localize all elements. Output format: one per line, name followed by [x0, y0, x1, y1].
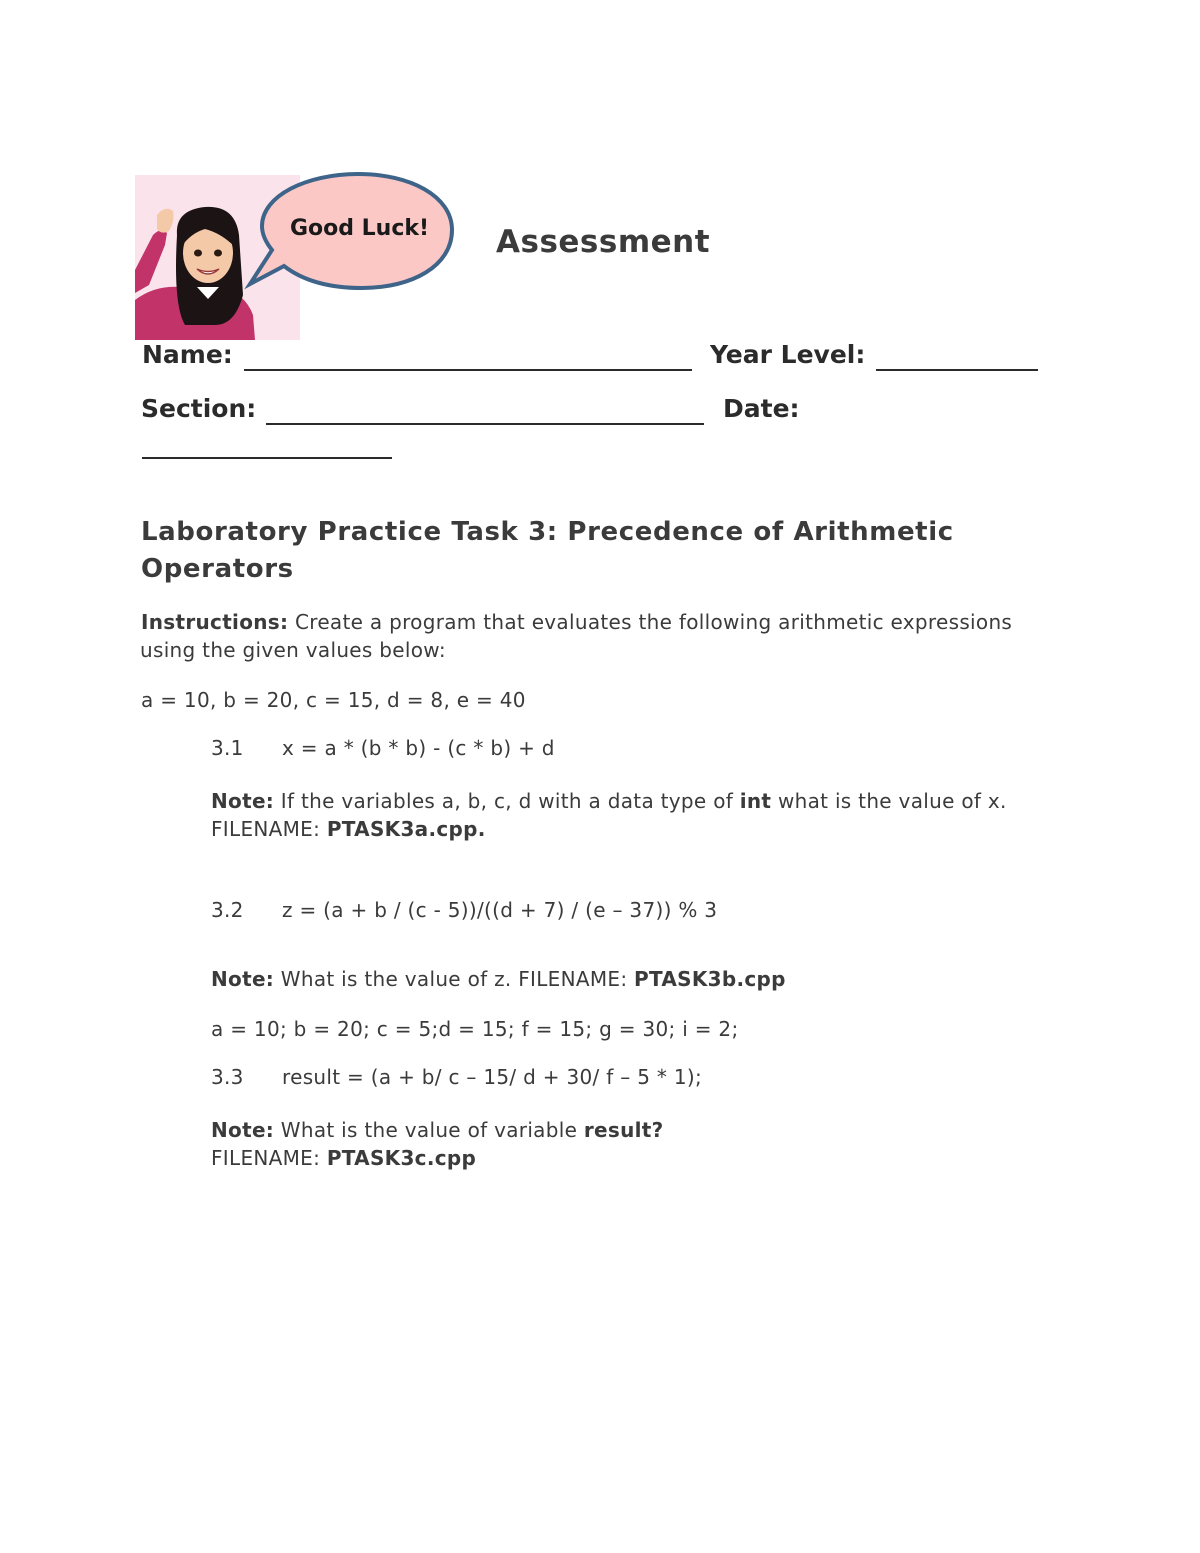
- name-field[interactable]: [244, 369, 692, 371]
- instructions-line-2: using the given values below:: [140, 638, 446, 662]
- item-3-2: [211, 896, 717, 924]
- note-bold: result?: [583, 1118, 664, 1142]
- item-number: 3.1: [211, 736, 244, 760]
- item-expression: x = a * (b * b) - (c * b) + d: [282, 736, 555, 760]
- note-text: What is the value of variable: [274, 1118, 584, 1142]
- item-3-1-filename: [211, 815, 486, 843]
- instructions-label: Instructions:: [141, 610, 289, 634]
- item-3-3-filename: [211, 1144, 476, 1172]
- name-label: Name:: [142, 340, 233, 369]
- filename-label: FILENAME:: [211, 1146, 327, 1170]
- instructions-line-1: [141, 608, 1012, 636]
- filename: PTASK3a.cpp.: [326, 817, 486, 841]
- section-field[interactable]: [266, 423, 704, 425]
- note-text: If the variables a, b, c, d with a data type of: [274, 789, 740, 813]
- note-text: What is the value of z. FILENAME:: [274, 967, 635, 991]
- filename: PTASK3c.cpp: [326, 1146, 477, 1170]
- item-3-3: [211, 1063, 702, 1091]
- year-level-label: Year Level:: [710, 340, 866, 369]
- given-values-2: a = 10; b = 20; c = 5;d = 15; f = 15; g = 30; i = 2;: [211, 1017, 739, 1041]
- date-field[interactable]: [142, 457, 392, 459]
- year-level-field[interactable]: [876, 369, 1038, 371]
- given-values-1: a = 10, b = 20, c = 15, d = 8, e = 40: [141, 688, 526, 712]
- bubble-text: Good Luck!: [289, 216, 430, 241]
- item-3-3-note: [211, 1116, 664, 1144]
- item-number: 3.2: [211, 898, 244, 922]
- filename-label: FILENAME:: [211, 817, 327, 841]
- task-title: Laboratory Practice Task 3: Precedence of Arithmetic Operators: [141, 517, 954, 584]
- item-3-2-note: [211, 965, 786, 993]
- item-expression: result = (a + b/ c – 15/ d + 30/ f – 5 * 1);: [282, 1065, 703, 1089]
- item-3-1-note: [211, 787, 1007, 815]
- item-expression: z = (a + b / (c - 5))/((d + 7) / (e – 37)) % 3: [282, 898, 718, 922]
- item-number: 3.3: [211, 1065, 244, 1089]
- page-title: Assessment: [496, 224, 711, 260]
- note-label: Note:: [211, 1118, 275, 1142]
- item-3-1: [211, 734, 555, 762]
- note-label: Note:: [211, 967, 275, 991]
- section-label: Section:: [141, 394, 257, 423]
- note-text: what is the value of x.: [771, 789, 1007, 813]
- note-label: Note:: [211, 789, 275, 813]
- note-bold: int: [739, 789, 772, 813]
- filename: PTASK3b.cpp: [634, 967, 786, 991]
- instructions-text: Create a program that evaluates the following arithmetic expressions: [288, 610, 1013, 634]
- date-label: Date:: [723, 394, 800, 423]
